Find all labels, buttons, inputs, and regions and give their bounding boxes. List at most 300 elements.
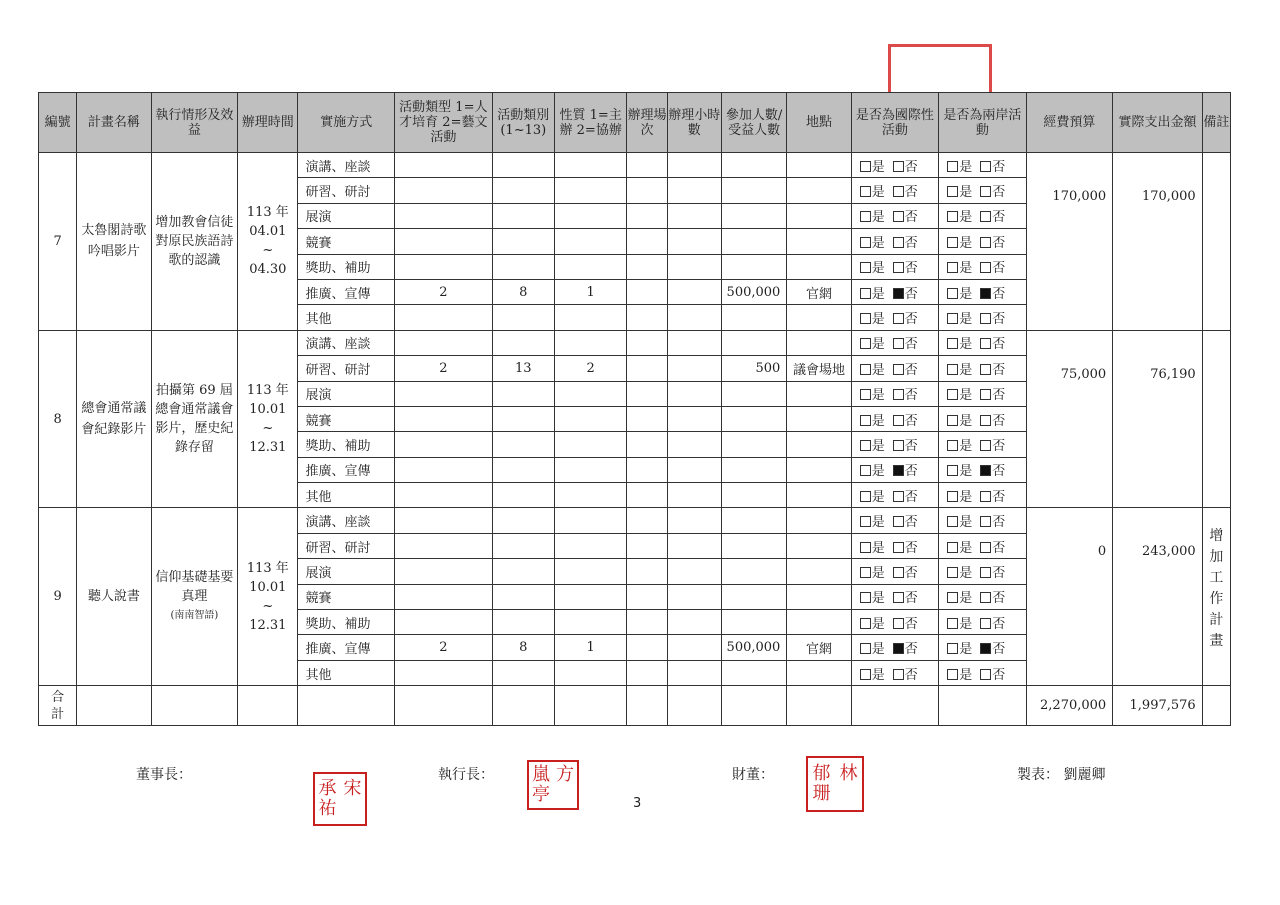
international-checkbox-group: [851, 153, 939, 178]
plan-number: 9: [39, 508, 77, 686]
no-label: 否: [904, 591, 918, 607]
participants: [721, 457, 786, 482]
total-empty-cell: [77, 686, 151, 726]
cross-strait-checkbox-group: [939, 381, 1027, 406]
finance-stamp: 郁 林 珊: [806, 756, 864, 812]
method-label: 獎助、補助: [298, 432, 395, 457]
activity-type: [395, 483, 493, 508]
period-year: 113 年: [246, 205, 289, 221]
cross-strait-checkbox-group: [939, 153, 1027, 178]
activity-type: [395, 406, 493, 431]
hours: [667, 203, 721, 228]
activity-category: [492, 432, 554, 457]
period-end: 12.31: [249, 617, 287, 633]
no-label: 否: [904, 413, 918, 429]
no-checkbox: [893, 567, 904, 578]
no-label: 否: [904, 438, 918, 454]
yes-checkbox: [947, 669, 958, 680]
yes-checkbox: [947, 516, 958, 527]
yes-checkbox: [947, 211, 958, 222]
table-row: [39, 330, 1231, 355]
nature: [554, 584, 626, 609]
activity-category: [492, 203, 554, 228]
actual-amount: 170,000: [1113, 153, 1203, 331]
yes-checkbox: [947, 440, 958, 451]
no-label: 否: [904, 362, 918, 378]
period-start: 04.01: [249, 224, 287, 240]
yes-label: 是: [871, 616, 885, 632]
no-label: 否: [904, 540, 918, 556]
participants: [721, 381, 786, 406]
location: [787, 229, 851, 254]
hours: [667, 559, 721, 584]
remarks: [1202, 153, 1230, 331]
activity-category: [492, 610, 554, 635]
method-label: 推廣、宣傳: [298, 635, 395, 660]
yes-checkbox: [860, 440, 871, 451]
participants: [721, 178, 786, 203]
total-actual: 1,997,576: [1113, 686, 1203, 726]
yes-checkbox: [947, 415, 958, 426]
no-checkbox: [893, 237, 904, 248]
yes-checkbox: [860, 338, 871, 349]
yes-checkbox: [947, 186, 958, 197]
sessions: [627, 559, 667, 584]
header-participants: 參加人數/受益人數: [721, 93, 786, 153]
yes-label: 是: [959, 540, 973, 556]
activity-category: 8: [492, 635, 554, 660]
location: [787, 533, 851, 558]
yes-checkbox: [947, 237, 958, 248]
activity-type: [395, 559, 493, 584]
cross-strait-checkbox-group: [939, 584, 1027, 609]
period-year: 113 年: [246, 383, 289, 399]
hours: [667, 229, 721, 254]
location: 官網: [787, 635, 851, 660]
hours: [667, 305, 721, 330]
preparer-name: 劉麗卿: [1063, 767, 1106, 783]
ceo-label: 執行長：: [438, 767, 494, 783]
hours: [667, 153, 721, 178]
sessions: [627, 178, 667, 203]
method-label: 其他: [298, 660, 395, 685]
location: [787, 508, 851, 533]
period-sep: ~: [262, 598, 274, 614]
international-checkbox-group: [851, 279, 939, 304]
budget-amount: 75,000: [1026, 330, 1113, 508]
no-checkbox: [980, 237, 991, 248]
activity-category: [492, 533, 554, 558]
sessions: [627, 432, 667, 457]
no-checkbox: [893, 161, 904, 172]
method-label: 展演: [298, 381, 395, 406]
no-label: 否: [904, 489, 918, 505]
yes-label: 是: [959, 235, 973, 251]
sessions: [627, 610, 667, 635]
nature: [554, 483, 626, 508]
header-remarks: 備註: [1202, 93, 1230, 153]
location: 官網: [787, 279, 851, 304]
execution-text: 拍攝第 69 屆總會通常議會影片，歷史紀錄存留: [155, 383, 234, 456]
no-label: 否: [992, 159, 1006, 175]
activity-type: [395, 178, 493, 203]
international-checkbox-group: [851, 305, 939, 330]
actual-amount: 76,190: [1113, 330, 1203, 508]
no-checkbox: [893, 516, 904, 527]
international-checkbox-group: [851, 203, 939, 228]
no-checkbox: [980, 592, 991, 603]
header-period: 辦理時間: [238, 93, 298, 153]
cross-strait-checkbox-group: [939, 330, 1027, 355]
nature: [554, 381, 626, 406]
yes-label: 是: [959, 515, 973, 531]
yes-label: 是: [959, 667, 973, 683]
international-checkbox-group: [851, 533, 939, 558]
no-checkbox: [980, 161, 991, 172]
hours: [667, 457, 721, 482]
international-checkbox-group: [851, 178, 939, 203]
method-label: 演講、座談: [298, 508, 395, 533]
yes-checkbox: [860, 288, 871, 299]
participants: [721, 203, 786, 228]
no-checkbox: [980, 364, 991, 375]
activity-type: 2: [395, 356, 493, 381]
participants: [721, 508, 786, 533]
no-label: 否: [992, 565, 1006, 581]
plan-name: 太魯閣詩歌吟唱影片: [77, 153, 151, 331]
chairman-stamp: 承 宋 祐: [313, 772, 367, 826]
remarks: [1202, 330, 1230, 508]
no-label: 否: [992, 286, 1006, 302]
hours: [667, 406, 721, 431]
header-cross-strait: 是否為兩岸活動: [939, 93, 1027, 153]
period-end: 12.31: [249, 440, 287, 456]
location: [787, 559, 851, 584]
yes-checkbox: [860, 186, 871, 197]
yes-label: 是: [871, 565, 885, 581]
yes-checkbox: [860, 389, 871, 400]
preparer-label: 製表：: [1017, 767, 1059, 783]
activity-type: [395, 610, 493, 635]
total-empty-cell: [151, 686, 238, 726]
yes-label: 是: [871, 286, 885, 302]
no-checkbox: [893, 415, 904, 426]
no-checkbox: [980, 186, 991, 197]
method-label: 競賽: [298, 584, 395, 609]
activity-category: [492, 381, 554, 406]
yes-label: 是: [871, 413, 885, 429]
sessions: [627, 635, 667, 660]
total-remarks: [1202, 686, 1230, 726]
execution-text: 增加教會信徒對原民族語詩歌的認識: [155, 214, 234, 268]
international-checkbox-group: [851, 660, 939, 685]
international-checkbox-group: [851, 635, 939, 660]
no-checkbox: [893, 313, 904, 324]
method-label: 展演: [298, 203, 395, 228]
international-checkbox-group: [851, 356, 939, 381]
yes-label: 是: [959, 438, 973, 454]
activity-category: [492, 330, 554, 355]
cross-strait-checkbox-group: [939, 559, 1027, 584]
no-label: 否: [904, 388, 918, 404]
header-actual: 實際支出金額: [1113, 93, 1203, 153]
total-empty-cell: [492, 686, 554, 726]
activity-type: [395, 229, 493, 254]
location: [787, 153, 851, 178]
yes-checkbox: [947, 465, 958, 476]
total-empty-cell: [939, 686, 1027, 726]
participants: 500,000: [721, 635, 786, 660]
yes-label: 是: [959, 489, 973, 505]
activity-type: [395, 508, 493, 533]
plan-period: [238, 508, 298, 686]
total-empty-cell: [851, 686, 939, 726]
method-label: 研習、研討: [298, 533, 395, 558]
yes-label: 是: [959, 388, 973, 404]
international-checkbox-group: [851, 559, 939, 584]
yes-checkbox: [947, 364, 958, 375]
yes-label: 是: [959, 413, 973, 429]
no-label: 否: [904, 159, 918, 175]
yes-label: 是: [959, 159, 973, 175]
international-checkbox-group: [851, 229, 939, 254]
international-checkbox-group: [851, 406, 939, 431]
sessions: [627, 203, 667, 228]
header-execution: 執行情形及效益: [151, 93, 238, 153]
yes-checkbox: [947, 618, 958, 629]
no-label: 否: [992, 591, 1006, 607]
period-end: 04.30: [249, 262, 287, 278]
participants: [721, 254, 786, 279]
header-sessions: 辦理場次: [627, 93, 667, 153]
yes-label: 是: [959, 286, 973, 302]
participants: [721, 153, 786, 178]
no-label: 否: [992, 312, 1006, 328]
location: [787, 381, 851, 406]
no-checkbox: [893, 643, 904, 654]
no-label: 否: [992, 362, 1006, 378]
method-label: 競賽: [298, 406, 395, 431]
participants: [721, 483, 786, 508]
yes-checkbox: [947, 338, 958, 349]
location: [787, 610, 851, 635]
yes-label: 是: [871, 159, 885, 175]
yes-label: 是: [959, 185, 973, 201]
hours: [667, 254, 721, 279]
no-checkbox: [893, 211, 904, 222]
total-empty-cell: [787, 686, 851, 726]
no-checkbox: [980, 262, 991, 273]
location: [787, 432, 851, 457]
no-checkbox: [893, 669, 904, 680]
activity-type: [395, 432, 493, 457]
yes-label: 是: [871, 388, 885, 404]
header-international: 是否為國際性活動: [851, 93, 939, 153]
yes-label: 是: [959, 312, 973, 328]
execution-note: (南南智語): [170, 610, 219, 622]
cross-strait-checkbox-group: [939, 457, 1027, 482]
yes-label: 是: [871, 540, 885, 556]
no-label: 否: [992, 642, 1006, 658]
method-label: 研習、研討: [298, 178, 395, 203]
no-checkbox: [893, 440, 904, 451]
cross-strait-checkbox-group: [939, 254, 1027, 279]
activity-type: [395, 203, 493, 228]
cross-strait-checkbox-group: [939, 305, 1027, 330]
participants: [721, 533, 786, 558]
yes-label: 是: [871, 337, 885, 353]
no-checkbox: [980, 618, 991, 629]
yes-checkbox: [860, 669, 871, 680]
yes-checkbox: [947, 542, 958, 553]
yes-checkbox: [860, 313, 871, 324]
method-label: 獎助、補助: [298, 254, 395, 279]
no-label: 否: [992, 413, 1006, 429]
plan-period: [238, 330, 298, 508]
preparer: [1017, 764, 1105, 784]
no-checkbox: [980, 288, 991, 299]
activity-type: 2: [395, 635, 493, 660]
nature: [554, 508, 626, 533]
activity-type: [395, 533, 493, 558]
total-label: 合計: [39, 686, 77, 726]
header-budget: 經費預算: [1026, 93, 1113, 153]
no-label: 否: [904, 235, 918, 251]
no-checkbox: [893, 389, 904, 400]
header-nature: 性質 1=主辦 2=協辦: [554, 93, 626, 153]
yes-label: 是: [871, 362, 885, 378]
yes-checkbox: [860, 643, 871, 654]
no-label: 否: [904, 210, 918, 226]
header-activity-category: 活動類別 (1~13): [492, 93, 554, 153]
no-label: 否: [992, 261, 1006, 277]
hours: [667, 279, 721, 304]
cross-strait-checkbox-group: [939, 635, 1027, 660]
method-label: 研習、研討: [298, 356, 395, 381]
location: [787, 330, 851, 355]
yes-checkbox: [947, 313, 958, 324]
no-checkbox: [893, 592, 904, 603]
nature: [554, 660, 626, 685]
method-label: 推廣、宣傳: [298, 279, 395, 304]
nature: [554, 178, 626, 203]
hours: [667, 483, 721, 508]
cross-strait-checkbox-group: [939, 203, 1027, 228]
execution-text: 信仰基礎基要真理: [155, 570, 234, 605]
nature: 2: [554, 356, 626, 381]
no-label: 否: [992, 337, 1006, 353]
nature: [554, 229, 626, 254]
international-checkbox-group: [851, 584, 939, 609]
yes-label: 是: [959, 616, 973, 632]
no-checkbox: [980, 338, 991, 349]
yes-label: 是: [871, 312, 885, 328]
ceo-stamp: 嵐 方 亭: [527, 760, 579, 810]
cross-strait-checkbox-group: [939, 356, 1027, 381]
no-checkbox: [893, 364, 904, 375]
sessions: [627, 584, 667, 609]
participants: [721, 660, 786, 685]
cross-strait-checkbox-group: [939, 178, 1027, 203]
method-label: 演講、座談: [298, 330, 395, 355]
yes-checkbox: [860, 516, 871, 527]
yes-checkbox: [947, 491, 958, 502]
plan-execution: [151, 330, 238, 508]
yes-checkbox: [860, 161, 871, 172]
no-checkbox: [980, 516, 991, 527]
table-row: [39, 508, 1231, 533]
yes-label: 是: [959, 337, 973, 353]
total-empty-cell: [721, 686, 786, 726]
sessions: [627, 330, 667, 355]
no-checkbox: [893, 491, 904, 502]
period-start: 10.01: [249, 402, 287, 418]
plan-execution: [151, 508, 238, 686]
method-label: 其他: [298, 483, 395, 508]
nature: [554, 406, 626, 431]
yes-checkbox: [860, 491, 871, 502]
method-label: 展演: [298, 559, 395, 584]
activity-type: [395, 584, 493, 609]
method-label: 獎助、補助: [298, 610, 395, 635]
chairman-label: 董事長：: [136, 767, 192, 783]
no-label: 否: [992, 667, 1006, 683]
sessions: [627, 660, 667, 685]
yes-checkbox: [947, 161, 958, 172]
sessions: [627, 406, 667, 431]
period-sep: ~: [262, 421, 274, 437]
yes-label: 是: [871, 235, 885, 251]
international-checkbox-group: [851, 457, 939, 482]
nature: [554, 330, 626, 355]
yes-label: 是: [959, 210, 973, 226]
yes-checkbox: [860, 237, 871, 248]
participants: [721, 406, 786, 431]
hours: [667, 432, 721, 457]
sessions: [627, 305, 667, 330]
no-label: 否: [992, 185, 1006, 201]
yes-label: 是: [959, 642, 973, 658]
yes-label: 是: [871, 185, 885, 201]
method-label: 其他: [298, 305, 395, 330]
method-label: 演講、座談: [298, 153, 395, 178]
cross-strait-checkbox-group: [939, 406, 1027, 431]
participants: [721, 229, 786, 254]
no-label: 否: [904, 515, 918, 531]
yes-checkbox: [947, 288, 958, 299]
cross-strait-checkbox-group: [939, 533, 1027, 558]
nature: [554, 432, 626, 457]
hours: [667, 508, 721, 533]
activity-category: 13: [492, 356, 554, 381]
header-location: 地點: [787, 93, 851, 153]
activity-category: [492, 305, 554, 330]
header-no: 編號: [39, 93, 77, 153]
activity-category: [492, 559, 554, 584]
activity-type: [395, 330, 493, 355]
international-checkbox-group: [851, 483, 939, 508]
method-label: 推廣、宣傳: [298, 457, 395, 482]
sessions: [627, 356, 667, 381]
yes-label: 是: [959, 565, 973, 581]
yes-label: 是: [871, 515, 885, 531]
plan-number: 7: [39, 153, 77, 331]
location: [787, 660, 851, 685]
participants: [721, 305, 786, 330]
yes-label: 是: [871, 464, 885, 480]
location: [787, 203, 851, 228]
nature: [554, 203, 626, 228]
